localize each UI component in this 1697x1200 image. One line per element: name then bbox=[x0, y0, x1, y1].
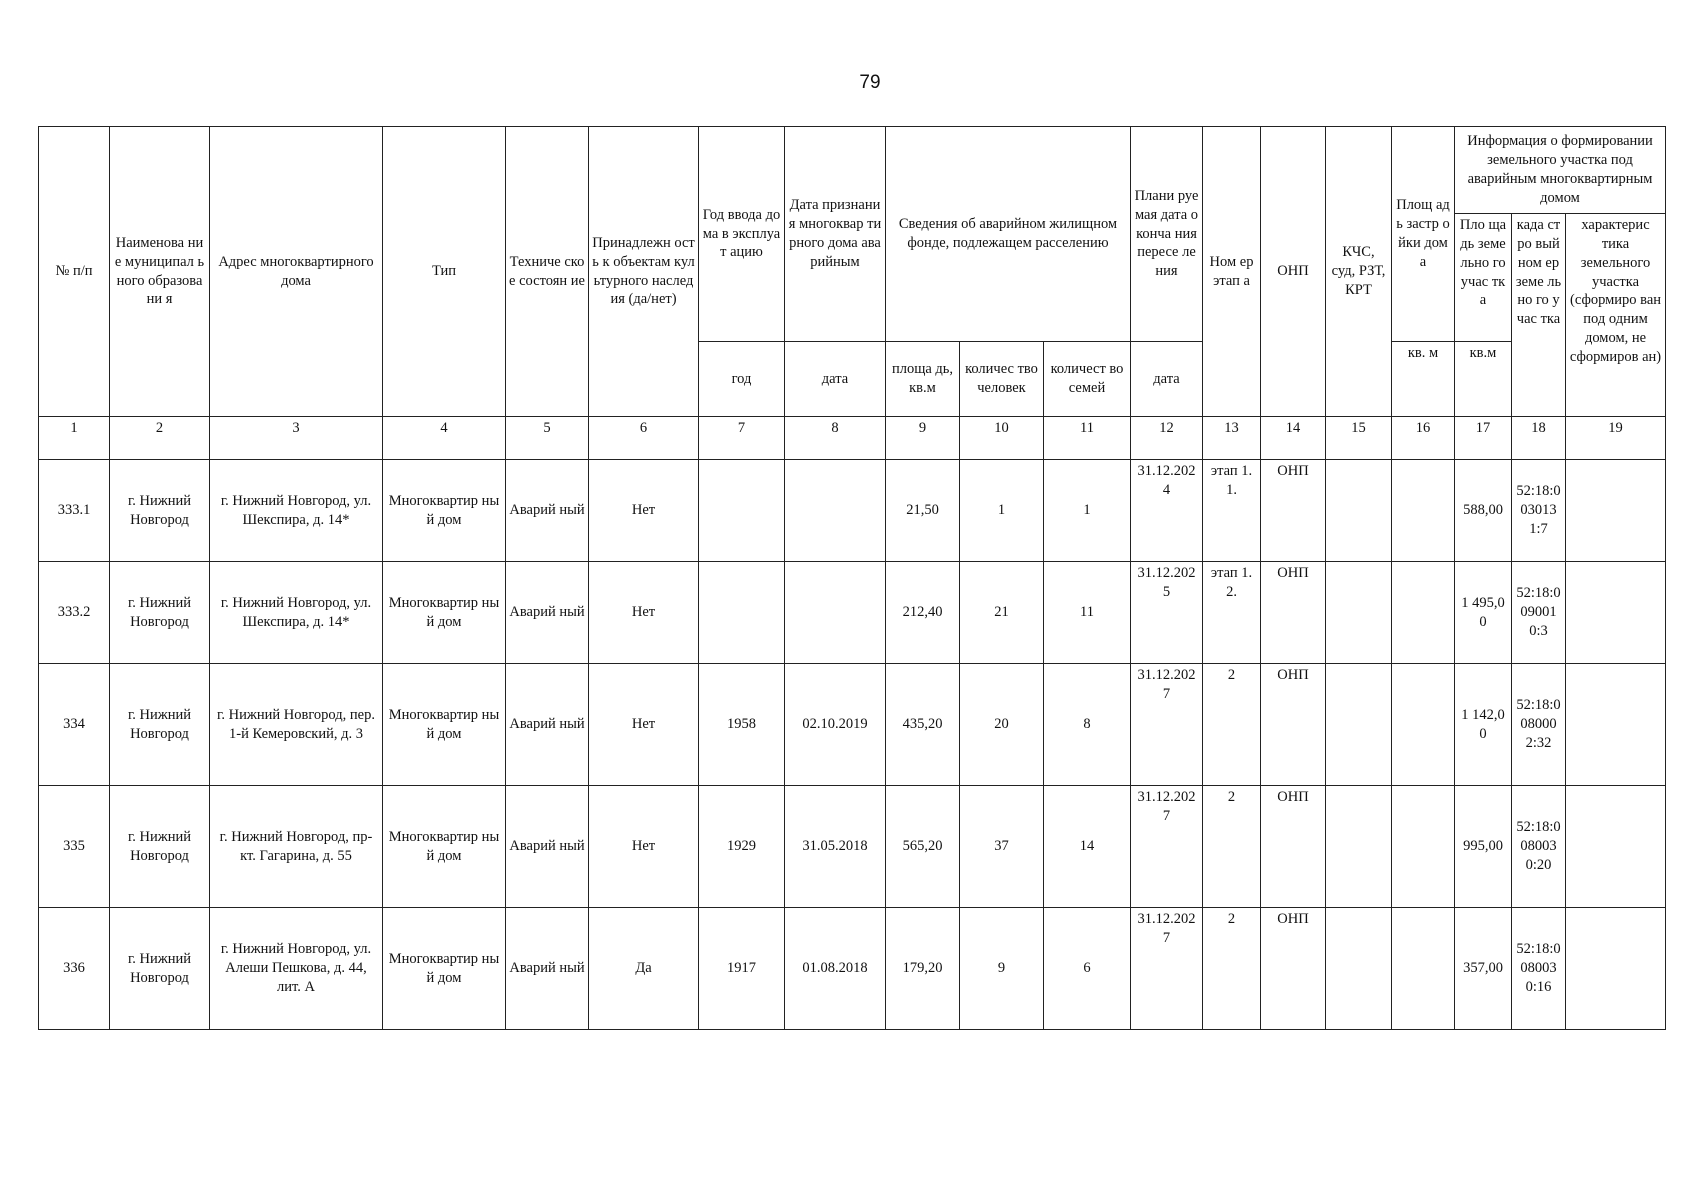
row-stage: этап 1.1. bbox=[1203, 460, 1261, 562]
row-year bbox=[699, 460, 785, 562]
header-condition: Техниче ское состоян ие bbox=[506, 127, 589, 417]
row-families: 11 bbox=[1044, 562, 1131, 664]
row-onp: ОНП bbox=[1261, 664, 1326, 786]
row-land-char bbox=[1566, 664, 1666, 786]
row-planned-date: 31.12.2027 bbox=[1131, 664, 1203, 786]
column-number: 16 bbox=[1392, 417, 1455, 460]
header-row-main bbox=[39, 127, 1666, 214]
row-families: 8 bbox=[1044, 664, 1131, 786]
row-planned-date: 31.12.2027 bbox=[1131, 908, 1203, 1030]
row-heritage: Нет bbox=[589, 786, 699, 908]
row-date-emergency bbox=[785, 460, 886, 562]
header-planned-date: Плани руемая дата оконча ния пересе ления bbox=[1131, 127, 1203, 342]
header-people-sub: количес тво человек bbox=[960, 342, 1044, 417]
header-kchs: КЧС, суд, РЗТ, КРТ bbox=[1326, 127, 1392, 417]
row-cadastral: 52:18:0080030:16 bbox=[1512, 908, 1566, 1030]
row-stage: 2 bbox=[1203, 786, 1261, 908]
column-number: 3 bbox=[210, 417, 383, 460]
row-municipality: г. Нижний Новгород bbox=[110, 664, 210, 786]
column-number: 17 bbox=[1455, 417, 1512, 460]
row-cadastral: 52:18:0030131:7 bbox=[1512, 460, 1566, 562]
header-land-char: характерис тика земельного участка (сформиро ван под одним домом, не сформиров ан) bbox=[1566, 214, 1666, 417]
row-date-emergency: 01.08.2018 bbox=[785, 908, 886, 1030]
row-condition: Аварий ный bbox=[506, 562, 589, 664]
row-number: 333.1 bbox=[39, 460, 110, 562]
row-address: г. Нижний Новгород, ул. Шекспира, д. 14* bbox=[210, 460, 383, 562]
row-land-area: 1 142,00 bbox=[1455, 664, 1512, 786]
table-row bbox=[39, 908, 1666, 1030]
row-address: г. Нижний Новгород, ул. Алеши Пешкова, д. 44, лит. А bbox=[210, 908, 383, 1030]
row-land-char bbox=[1566, 786, 1666, 908]
row-land-char bbox=[1566, 562, 1666, 664]
row-building-area bbox=[1392, 562, 1455, 664]
row-land-char bbox=[1566, 460, 1666, 562]
row-cadastral: 52:18:0080030:20 bbox=[1512, 786, 1566, 908]
row-type: Многоквартир ный дом bbox=[383, 460, 506, 562]
emergency-housing-table bbox=[38, 126, 1666, 1030]
row-heritage: Да bbox=[589, 908, 699, 1030]
header-num: № п/п bbox=[39, 127, 110, 417]
column-number: 18 bbox=[1512, 417, 1566, 460]
column-number: 1 bbox=[39, 417, 110, 460]
header-stage: Ном ер этап а bbox=[1203, 127, 1261, 417]
column-number: 13 bbox=[1203, 417, 1261, 460]
header-building-area: Площ адь застр ойки дома bbox=[1392, 127, 1455, 342]
row-type: Многоквартир ный дом bbox=[383, 562, 506, 664]
row-land-area: 995,00 bbox=[1455, 786, 1512, 908]
row-type: Многоквартир ный дом bbox=[383, 908, 506, 1030]
row-people: 9 bbox=[960, 908, 1044, 1030]
row-building-area bbox=[1392, 460, 1455, 562]
row-onp: ОНП bbox=[1261, 460, 1326, 562]
header-date-sub: дата bbox=[785, 342, 886, 417]
column-number: 4 bbox=[383, 417, 506, 460]
row-address: г. Нижний Новгород, пер. 1-й Кемеровский, д. 3 bbox=[210, 664, 383, 786]
row-onp: ОНП bbox=[1261, 562, 1326, 664]
header-cadastral: када стро вый ном ер земе льно го учас тка bbox=[1512, 214, 1566, 417]
row-address: г. Нижний Новгород, пр-кт. Гагарина, д. 55 bbox=[210, 786, 383, 908]
row-number: 333.2 bbox=[39, 562, 110, 664]
column-number: 11 bbox=[1044, 417, 1131, 460]
row-kchs bbox=[1326, 562, 1392, 664]
row-type: Многоквартир ный дом bbox=[383, 664, 506, 786]
column-number: 7 bbox=[699, 417, 785, 460]
row-date-emergency: 31.05.2018 bbox=[785, 786, 886, 908]
column-number: 15 bbox=[1326, 417, 1392, 460]
row-year: 1958 bbox=[699, 664, 785, 786]
row-municipality: г. Нижний Новгород bbox=[110, 460, 210, 562]
row-number: 334 bbox=[39, 664, 110, 786]
column-number: 6 bbox=[589, 417, 699, 460]
header-land-area-sub: кв.м bbox=[1455, 342, 1512, 417]
row-people: 1 bbox=[960, 460, 1044, 562]
row-date-emergency: 02.10.2019 bbox=[785, 664, 886, 786]
row-planned-date: 31.12.2024 bbox=[1131, 460, 1203, 562]
row-type: Многоквартир ный дом bbox=[383, 786, 506, 908]
header-heritage: Принадлежн ость к объектам культурного наследия (да/нет) bbox=[589, 127, 699, 417]
row-building-area bbox=[1392, 908, 1455, 1030]
column-number: 8 bbox=[785, 417, 886, 460]
header-municipality: Наименова ние муниципал ьного образовани я bbox=[110, 127, 210, 417]
row-heritage: Нет bbox=[589, 664, 699, 786]
row-condition: Аварий ный bbox=[506, 460, 589, 562]
row-stage: 2 bbox=[1203, 664, 1261, 786]
row-area: 179,20 bbox=[886, 908, 960, 1030]
row-onp: ОНП bbox=[1261, 908, 1326, 1030]
column-number: 12 bbox=[1131, 417, 1203, 460]
header-type: Тип bbox=[383, 127, 506, 417]
table-row bbox=[39, 460, 1666, 562]
row-land-char bbox=[1566, 908, 1666, 1030]
page-number: 79 bbox=[859, 72, 881, 93]
row-year: 1929 bbox=[699, 786, 785, 908]
row-kchs bbox=[1326, 664, 1392, 786]
row-number: 335 bbox=[39, 786, 110, 908]
row-condition: Аварий ный bbox=[506, 786, 589, 908]
header-housing-group: Сведения об аварийном жилищном фонде, подлежащем расселению bbox=[886, 127, 1131, 342]
row-year: 1917 bbox=[699, 908, 785, 1030]
row-address: г. Нижний Новгород, ул. Шекспира, д. 14* bbox=[210, 562, 383, 664]
column-number: 14 bbox=[1261, 417, 1326, 460]
row-heritage: Нет bbox=[589, 562, 699, 664]
row-kchs bbox=[1326, 786, 1392, 908]
header-year: Год ввода дома в эксплуат ацию bbox=[699, 127, 785, 342]
table-row bbox=[39, 664, 1666, 786]
column-number: 19 bbox=[1566, 417, 1666, 460]
row-stage: этап 1.2. bbox=[1203, 562, 1261, 664]
row-people: 21 bbox=[960, 562, 1044, 664]
header-families-sub: количест во семей bbox=[1044, 342, 1131, 417]
table-row bbox=[39, 562, 1666, 664]
row-condition: Аварий ный bbox=[506, 908, 589, 1030]
row-kchs bbox=[1326, 908, 1392, 1030]
row-cadastral: 52:18:0090010:3 bbox=[1512, 562, 1566, 664]
row-area: 565,20 bbox=[886, 786, 960, 908]
header-year-sub: год bbox=[699, 342, 785, 417]
column-number-row bbox=[39, 417, 1666, 460]
header-address: Адрес многоквартирного дома bbox=[210, 127, 383, 417]
row-building-area bbox=[1392, 786, 1455, 908]
row-heritage: Нет bbox=[589, 460, 699, 562]
row-number: 336 bbox=[39, 908, 110, 1030]
column-number: 9 bbox=[886, 417, 960, 460]
row-families: 1 bbox=[1044, 460, 1131, 562]
row-land-area: 1 495,00 bbox=[1455, 562, 1512, 664]
row-municipality: г. Нижний Новгород bbox=[110, 786, 210, 908]
column-number: 2 bbox=[110, 417, 210, 460]
row-building-area bbox=[1392, 664, 1455, 786]
row-municipality: г. Нижний Новгород bbox=[110, 908, 210, 1030]
header-onp: ОНП bbox=[1261, 127, 1326, 417]
row-land-area: 588,00 bbox=[1455, 460, 1512, 562]
row-cadastral: 52:18:0080002:32 bbox=[1512, 664, 1566, 786]
header-planned-date-sub: дата bbox=[1131, 342, 1203, 417]
column-number: 5 bbox=[506, 417, 589, 460]
row-stage: 2 bbox=[1203, 908, 1261, 1030]
row-people: 20 bbox=[960, 664, 1044, 786]
row-kchs bbox=[1326, 460, 1392, 562]
header-building-area-sub: кв. м bbox=[1392, 342, 1455, 417]
row-area: 21,50 bbox=[886, 460, 960, 562]
header-land-group: Информация о формировании земельного участка под аварийным многоквартирным домом bbox=[1455, 127, 1666, 214]
row-planned-date: 31.12.2027 bbox=[1131, 786, 1203, 908]
table-row bbox=[39, 786, 1666, 908]
row-area: 212,40 bbox=[886, 562, 960, 664]
row-year bbox=[699, 562, 785, 664]
row-people: 37 bbox=[960, 786, 1044, 908]
row-area: 435,20 bbox=[886, 664, 960, 786]
row-land-area: 357,00 bbox=[1455, 908, 1512, 1030]
row-families: 14 bbox=[1044, 786, 1131, 908]
header-area-sub: площа дь, кв.м bbox=[886, 342, 960, 417]
header-land-area: Пло щадь земе льно го учас тка bbox=[1455, 214, 1512, 342]
row-planned-date: 31.12.2025 bbox=[1131, 562, 1203, 664]
header-date-emergency: Дата признания многоквар тирного дома аварийным bbox=[785, 127, 886, 342]
row-date-emergency bbox=[785, 562, 886, 664]
column-number: 10 bbox=[960, 417, 1044, 460]
row-condition: Аварий ный bbox=[506, 664, 589, 786]
row-municipality: г. Нижний Новгород bbox=[110, 562, 210, 664]
row-families: 6 bbox=[1044, 908, 1131, 1030]
row-onp: ОНП bbox=[1261, 786, 1326, 908]
